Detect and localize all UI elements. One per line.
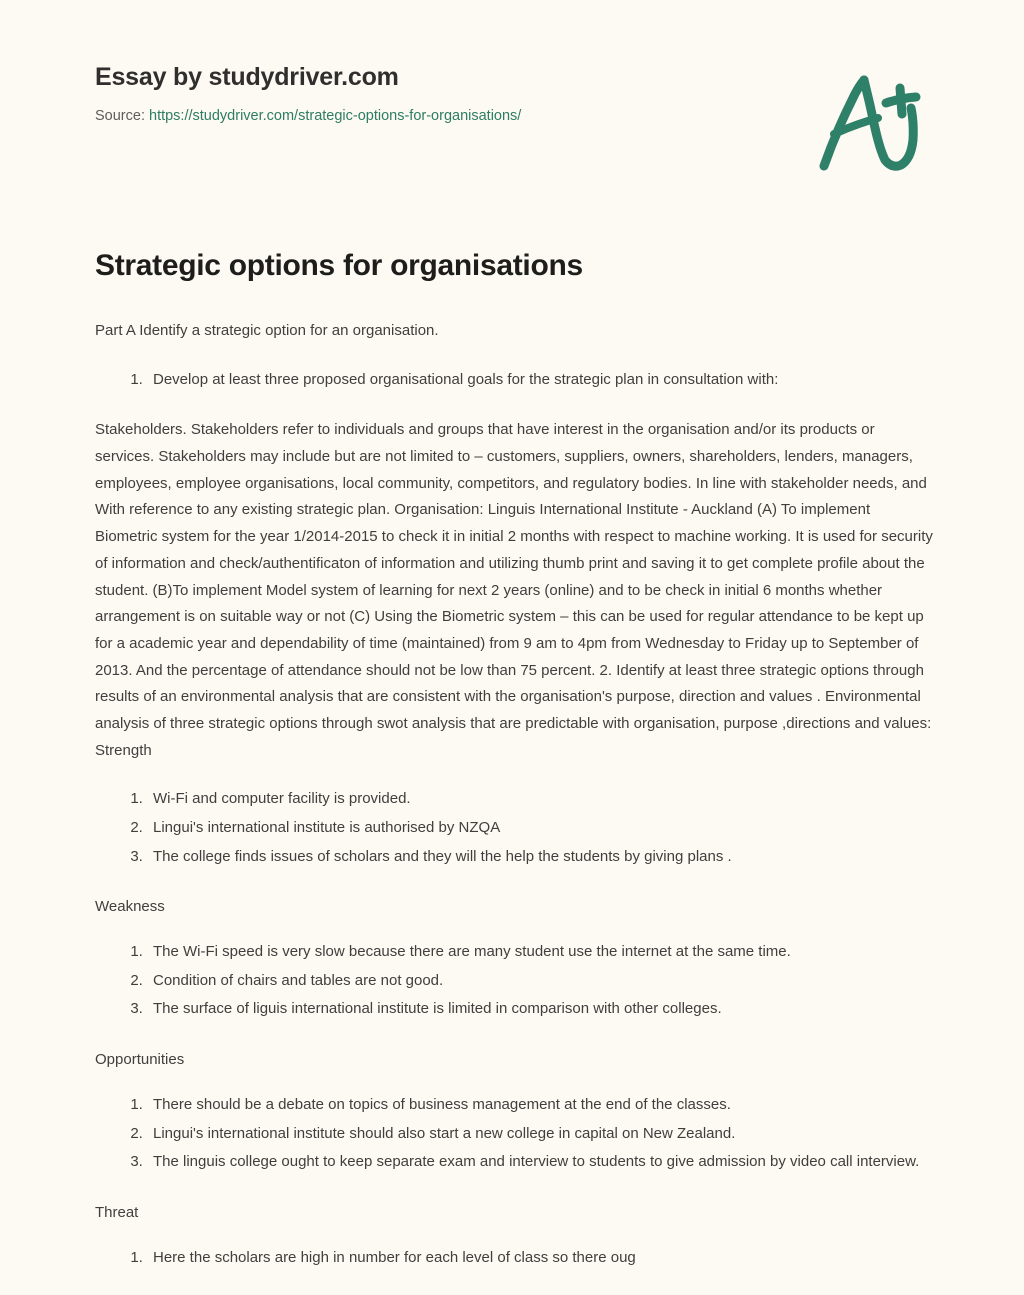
list-item: 2. Condition of chairs and tables are not good. xyxy=(147,968,935,995)
brand-title: Essay by studydriver.com xyxy=(95,63,399,91)
list-item: 1. The Wi-Fi speed is very slow because there are many student use the internet at the same time. xyxy=(147,939,935,966)
threat-list xyxy=(95,1245,935,1272)
document-body xyxy=(95,248,935,1295)
list-item: 1. Wi-Fi and computer facility is provided. xyxy=(147,786,935,813)
weakness-heading: Weakness xyxy=(95,898,165,916)
list-item: 2. Lingui's international institute should also start a new college in capital on New Zealand. xyxy=(147,1121,935,1148)
list-item: 1. Here the scholars are high in number for each level of class so there oug xyxy=(147,1245,935,1272)
source-label: Source: xyxy=(95,108,149,125)
part-a-heading-line: Part A Identify a strategic option for an organisation. xyxy=(95,322,439,339)
source-line xyxy=(95,107,795,126)
strength-list xyxy=(95,786,935,870)
masthead xyxy=(95,62,795,126)
a-plus-logo-glyph xyxy=(812,70,932,174)
list-item: 1. Develop at least three proposed organisational goals for the strategic plan in consultation with: xyxy=(147,367,935,394)
opportunities-heading: Opportunities xyxy=(95,1051,185,1069)
list-item: 2. Lingui's international institute is authorised by NZQA xyxy=(147,815,935,842)
source-url-link[interactable]: https://studydriver.com/strategic-options-for-organisations/ xyxy=(149,108,522,125)
list-item: 3. The linguis college ought to keep separate exam and interview to students to give admission by video call interview. xyxy=(147,1149,935,1176)
opportunities-list xyxy=(95,1092,935,1176)
list-item: 3. The college finds issues of scholars and they will the help the students by giving plans . xyxy=(147,844,935,871)
page-title: Strategic options for organisations xyxy=(95,249,583,282)
stakeholders-paragraph: Stakeholders. Stakeholders refer to individuals and groups that have interest in the organisation and/or its products or services. Stakeholders may include but are not limited to – customers, suppliers, owners, shareholders, lenders, managers, employees, employee organisations, local community, competitors, and regulatory bodies. In line with stakeholder needs, and With reference to any existing strategic plan. Organisation: Linguis International Institute - Auckland (A) To implement Biometric system for the year 1/2014-2015 to check it in initial 2 months with respect to machine working. It is used for security of information and check/authentificaton of information and utilizing thumb print and saving it to get complete profile about the student. (B)To implement Model system of learning for next 2 years (online) and to be check in initial 6 months whether arrangement is on suitable way or not (C) Using the Biometric system – this can be used for regular attendance to be kept up for a academic year and dependability of time (maintained) from 9 am to 4pm from Wednesday to Friday up to September of 2013. And the percentage of attendance should not be low than 75 percent. 2. Identify at least three strategic options through results of an environmental analysis that are consistent with the organisation's purpose, direction and values . Environmental analysis of three strategic options through swot analysis that are predictable with organisation, purpose ,directions and values: Strength xyxy=(95,421,933,759)
a-plus-logo-icon xyxy=(812,70,932,174)
weakness-list xyxy=(95,939,935,1023)
goals-list xyxy=(95,367,935,394)
list-item: 1. There should be a debate on topics of business management at the end of the classes. xyxy=(147,1092,935,1119)
threat-heading: Threat xyxy=(95,1203,139,1221)
list-item: 3. The surface of liguis international institute is limited in comparison with other colleges. xyxy=(147,996,935,1023)
